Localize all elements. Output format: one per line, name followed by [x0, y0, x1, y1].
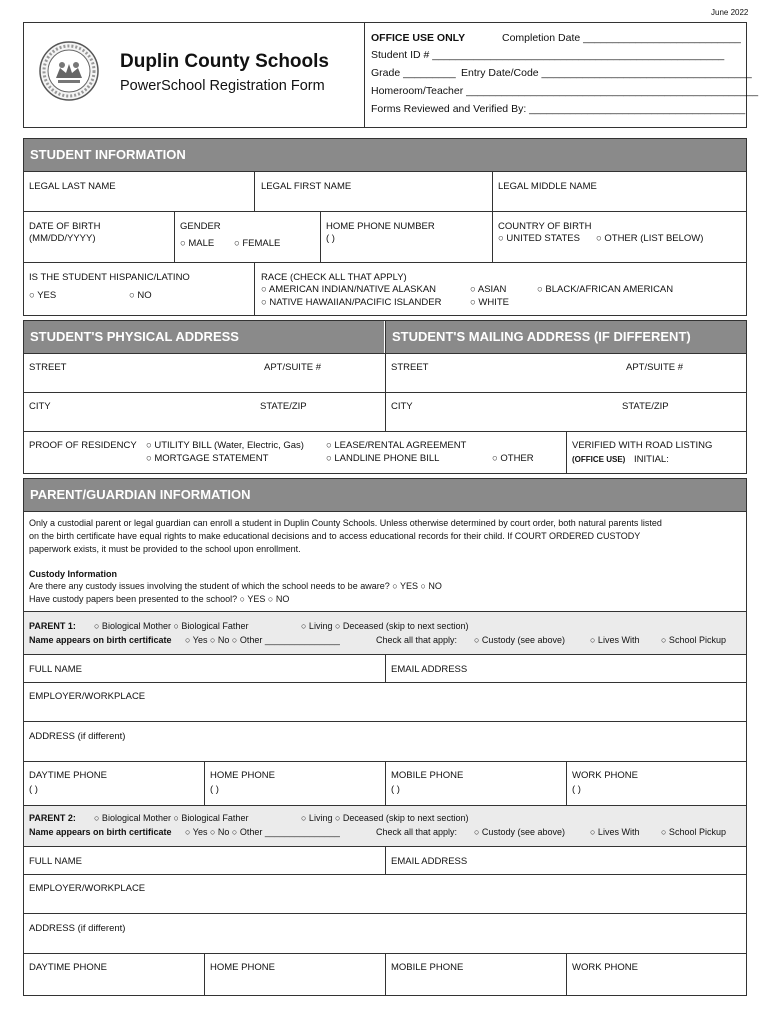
parent-1-bio-options[interactable]: ○ Biological Mother ○ Biological Father [94, 621, 249, 631]
gender-male-radio[interactable]: ○ MALE [180, 238, 215, 249]
race-label: RACE (CHECK ALL THAT APPLY) [261, 272, 407, 283]
parent-info-header: PARENT/GUARDIAN INFORMATION [24, 479, 746, 511]
physical-apt-label: APT/SUITE # [264, 362, 322, 373]
parent-1-home-phone-field[interactable]: ( ) [210, 784, 219, 795]
hispanic-no-radio[interactable]: ○ NO [129, 290, 152, 301]
gender-female-radio[interactable]: ○ FEMALE [234, 238, 281, 249]
parent-1-full-name-label: FULL NAME [29, 664, 82, 675]
proof-other-radio[interactable]: ○ OTHER [492, 453, 534, 464]
parent-2-address-label: ADDRESS (if different) [29, 923, 126, 934]
county-seal-logo [38, 40, 100, 102]
form-title: PowerSchool Registration Form [120, 78, 325, 94]
enrollment-notice-line-2: on the birth certificate have equal rights to make educational decisions and to access educational records for their child. If COURT ORDERED CUSTODY [29, 531, 641, 541]
race-american-indian-checkbox[interactable]: ○ AMERICAN INDIAN/NATIVE ALASKAN [261, 284, 437, 295]
student-info-header: STUDENT INFORMATION [24, 139, 746, 171]
parent-2-birth-cert-label: Name appears on birth certificate [29, 827, 172, 837]
parent-2-mobile-phone-label: MOBILE PHONE [391, 962, 464, 973]
parent-1-check-all-label: Check all that apply: [376, 635, 458, 645]
country-us-radio[interactable]: ○ UNITED STATES [498, 233, 580, 244]
custody-issues-question[interactable]: Are there any custody issues involving the student of which the school needs to be aware? ○ YES ○ NO [29, 581, 442, 591]
enrollment-notice-line-1: Only a custodial parent or legal guardian can enroll a student in Duplin County Schools. Unless otherwise determined by court order, both natural parents listed [29, 518, 662, 528]
parent-2-home-phone-label: HOME PHONE [210, 962, 275, 973]
hispanic-yes-radio[interactable]: ○ YES [29, 290, 57, 301]
proof-utility-radio[interactable]: ○ UTILITY BILL (Water, Electric, Gas) [146, 440, 304, 451]
mailing-apt-label: APT/SUITE # [626, 362, 684, 373]
office-use-label: (OFFICE USE) [572, 455, 626, 464]
parent-1-daytime-phone-label: DAYTIME PHONE [29, 770, 107, 781]
proof-mortgage-radio[interactable]: ○ MORTGAGE STATEMENT [146, 453, 269, 464]
dob-format-label: (MM/DD/YYYY) [29, 233, 96, 244]
home-phone-field[interactable]: ( ) [326, 233, 335, 244]
legal-last-name-label: LEGAL LAST NAME [29, 181, 116, 192]
parent-2-employer-label: EMPLOYER/WORKPLACE [29, 883, 146, 894]
parent-1-work-phone-field[interactable]: ( ) [572, 784, 581, 795]
country-of-birth-label: COUNTRY OF BIRTH [498, 221, 592, 232]
parent-2-full-name-label: FULL NAME [29, 856, 82, 867]
entry-date-field[interactable]: Entry Date/Code ____________________________________ [461, 67, 752, 79]
parent-1-home-phone-label: HOME PHONE [210, 770, 275, 781]
parent-2-label: PARENT 2: [29, 813, 76, 823]
parent-2-check-all-label: Check all that apply: [376, 827, 458, 837]
parent-1-mobile-phone-label: MOBILE PHONE [391, 770, 464, 781]
hispanic-label: IS THE STUDENT HISPANIC/LATINO [29, 272, 190, 283]
physical-city-label: CITY [29, 401, 51, 412]
custody-info-title: Custody Information [29, 569, 117, 579]
student-id-field[interactable]: Student ID # __________________________________________________ [371, 49, 725, 61]
parent-1-email-label: EMAIL ADDRESS [391, 664, 468, 675]
parent-2-email-label: EMAIL ADDRESS [391, 856, 468, 867]
parent-section [23, 478, 747, 996]
homeroom-field[interactable]: Homeroom/Teacher __________________________________________________ [371, 85, 759, 97]
race-black-checkbox[interactable]: ○ BLACK/AFRICAN AMERICAN [537, 284, 674, 295]
mailing-street-label: STREET [391, 362, 429, 373]
race-white-checkbox[interactable]: ○ WHITE [470, 297, 509, 308]
parent-1-birth-cert-options[interactable]: ○ Yes ○ No ○ Other _______________ [185, 635, 340, 645]
parent-2-lives-with-checkbox[interactable]: ○ Lives With [590, 827, 640, 837]
mailing-state-zip-label: STATE/ZIP [622, 401, 669, 412]
parent-1-school-pickup-checkbox[interactable]: ○ School Pickup [661, 635, 726, 645]
proof-of-residency-label: PROOF OF RESIDENCY [29, 440, 137, 451]
enrollment-notice-line-3: paperwork exists, it must be provided to the school upon enrollment. [29, 544, 301, 554]
parent-1-daytime-phone-field[interactable]: ( ) [29, 784, 38, 795]
parent-2-work-phone-label: WORK PHONE [572, 962, 638, 973]
form-date: June 2022 [711, 8, 749, 17]
completion-date-field[interactable]: Completion Date ___________________________ [502, 32, 741, 44]
parent-1-birth-cert-label: Name appears on birth certificate [29, 635, 172, 645]
country-other-radio[interactable]: ○ OTHER (LIST BELOW) [596, 233, 704, 244]
verified-road-listing-label: VERIFIED WITH ROAD LISTING [572, 440, 713, 451]
race-asian-checkbox[interactable]: ○ ASIAN [470, 284, 507, 295]
mailing-city-label: CITY [391, 401, 413, 412]
legal-first-name-label: LEGAL FIRST NAME [261, 181, 352, 192]
parent-1-living-options[interactable]: ○ Living ○ Deceased (skip to next section) [301, 621, 469, 631]
home-phone-label: HOME PHONE NUMBER [326, 221, 435, 232]
proof-landline-radio[interactable]: ○ LANDLINE PHONE BILL [326, 453, 440, 464]
physical-state-zip-label: STATE/ZIP [260, 401, 307, 412]
mailing-address-header: STUDENT'S MAILING ADDRESS (IF DIFFERENT) [386, 321, 746, 353]
parent-1-lives-with-checkbox[interactable]: ○ Lives With [590, 635, 640, 645]
school-name: Duplin County Schools [120, 51, 329, 72]
office-use-only: OFFICE USE ONLY [371, 32, 466, 44]
parent-1-label: PARENT 1: [29, 621, 76, 631]
parent-1-custody-checkbox[interactable]: ○ Custody (see above) [474, 635, 565, 645]
parent-1-work-phone-label: WORK PHONE [572, 770, 638, 781]
proof-lease-radio[interactable]: ○ LEASE/RENTAL AGREEMENT [326, 440, 467, 451]
parent-2-school-pickup-checkbox[interactable]: ○ School Pickup [661, 827, 726, 837]
parent-1-mobile-phone-field[interactable]: ( ) [391, 784, 400, 795]
parent-1-address-label: ADDRESS (if different) [29, 731, 126, 742]
race-native-hawaiian-checkbox[interactable]: ○ NATIVE HAWAIIAN/PACIFIC ISLANDER [261, 297, 442, 308]
dob-label: DATE OF BIRTH [29, 221, 101, 232]
parent-1-employer-label: EMPLOYER/WORKPLACE [29, 691, 146, 702]
parent-2-birth-cert-options[interactable]: ○ Yes ○ No ○ Other _______________ [185, 827, 340, 837]
parent-2-custody-checkbox[interactable]: ○ Custody (see above) [474, 827, 565, 837]
physical-street-label: STREET [29, 362, 67, 373]
parent-2-living-options[interactable]: ○ Living ○ Deceased (skip to next section) [301, 813, 469, 823]
forms-reviewed-field[interactable]: Forms Reviewed and Verified By: _____________________________________ [371, 103, 746, 115]
parent-2-daytime-phone-label: DAYTIME PHONE [29, 962, 107, 973]
gender-label: GENDER [180, 221, 221, 232]
physical-address-header: STUDENT'S PHYSICAL ADDRESS [24, 321, 384, 353]
parent-2-bio-options[interactable]: ○ Biological Mother ○ Biological Father [94, 813, 249, 823]
legal-middle-name-label: LEGAL MIDDLE NAME [498, 181, 597, 192]
grade-field[interactable]: Grade _________ [371, 67, 456, 79]
initial-field[interactable]: INITIAL: [634, 454, 669, 465]
custody-papers-question[interactable]: Have custody papers been presented to the school? ○ YES ○ NO [29, 594, 290, 604]
